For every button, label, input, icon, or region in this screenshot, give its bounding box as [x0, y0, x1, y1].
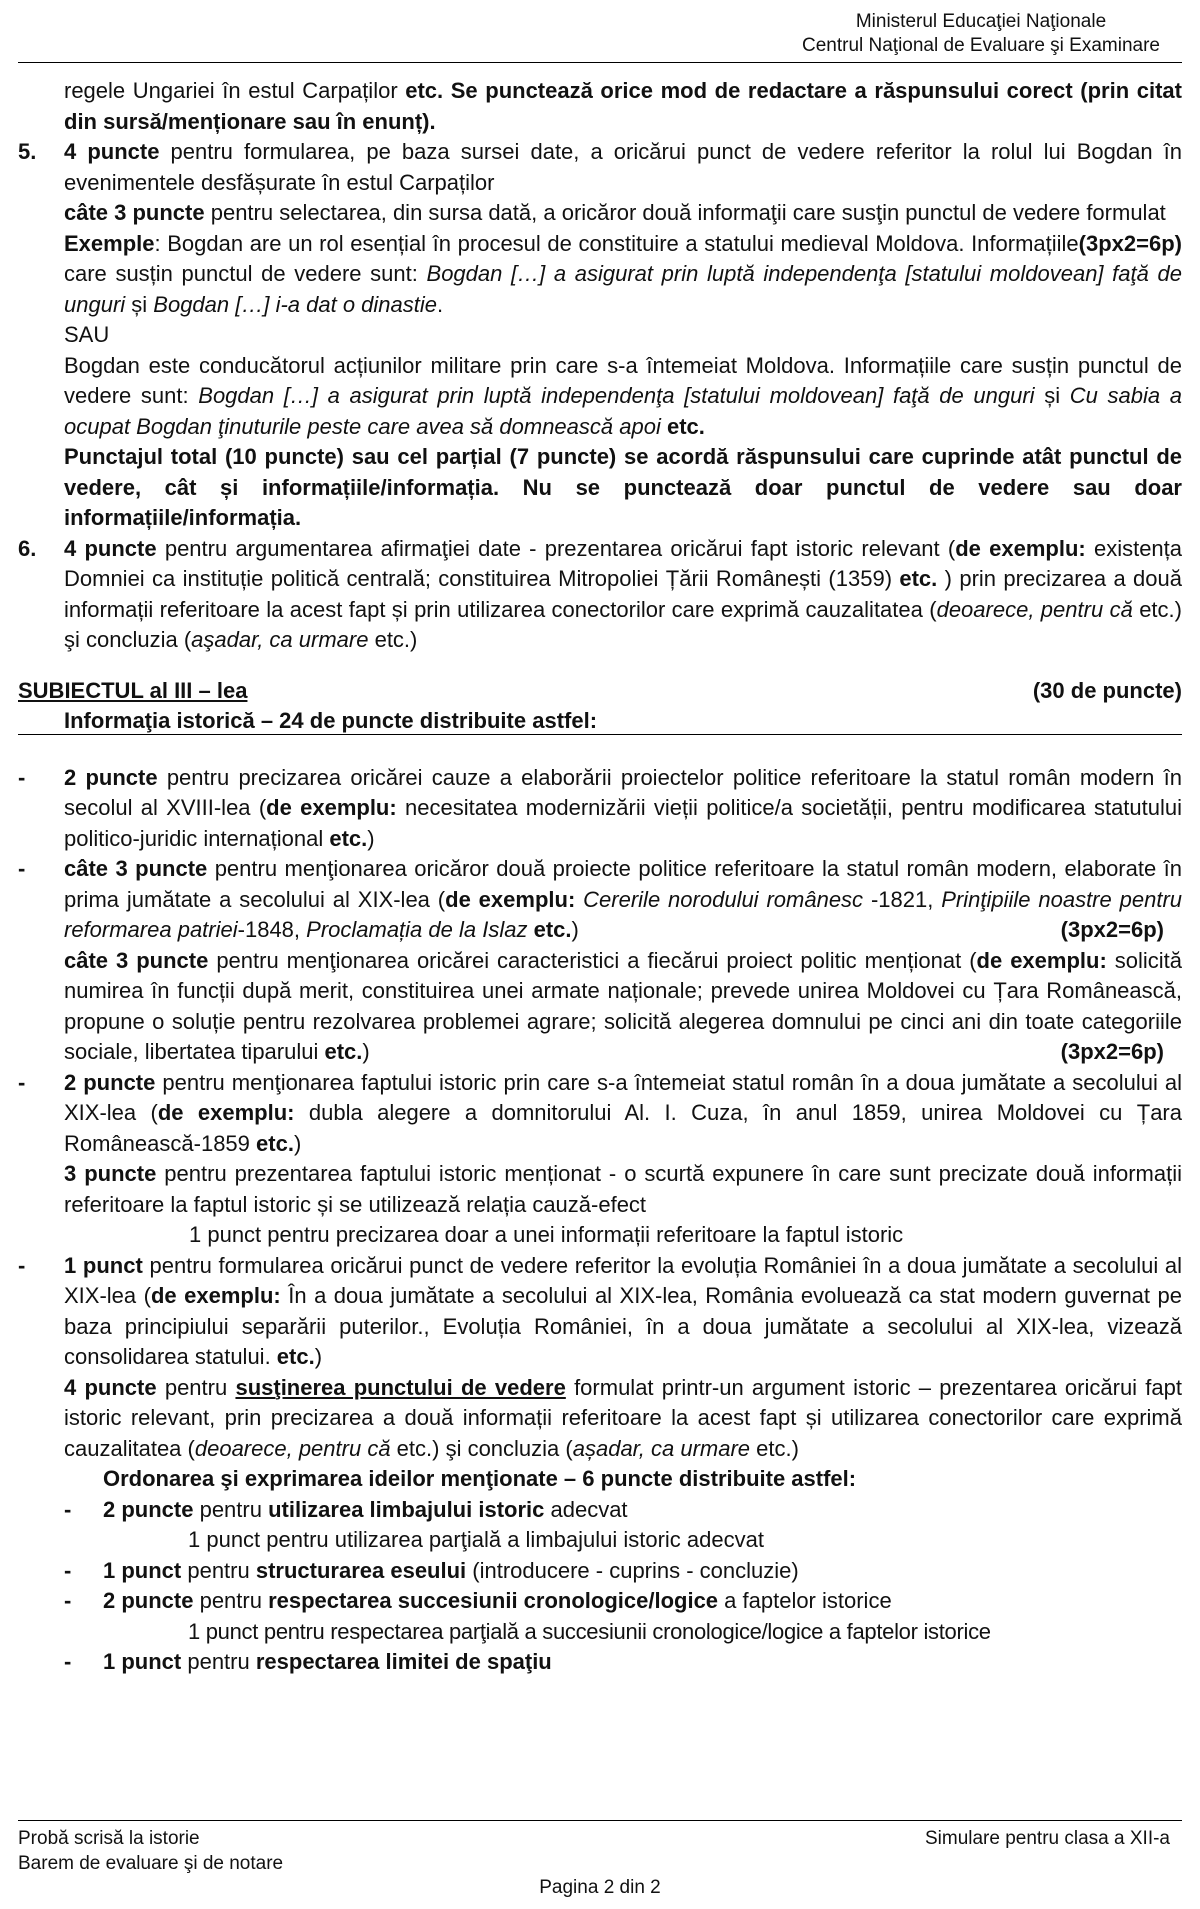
criterion-2-b: câte 3 puncte pentru menţionarea oricărei caracteristici a fiecărui proiect politic menționat (de exemplu: solicită numirea în funcții după merit, constituirea unei armate naționale; prevede unirea Moldovei cu Țara Românească, propune o soluție pentru rezolvarea problemei agrare; solicită alegerea domnului pe cinci ani din toate categoriile sociale, libertatea tiparului etc.) (3px2=6p)	[64, 946, 1182, 1068]
score-formula: (3px2=6p)	[1060, 1039, 1164, 1064]
order-item-3: - 2 puncte pentru respectarea succesiunii cronologice/logice a faptelor istorice 1 punct pentru respectarea parţială a succesiunii cronologice/logice a faptelor istorice	[18, 1586, 1182, 1647]
criterion-2: - câte 3 puncte pentru menţionarea oricăror două proiecte politice referitoare la statul român modern, elaborate în prima jumătate a secolului al XIX-lea (de exemplu: Cererile norodului românesc -1821, Prinţipiile noastre pentru reformarea patriei-1848, Proclamația de la Islaz etc.) (3px2=6p) câte 3 puncte pentru menţionarea oricărei caracteristici a fiecărui proiect politic menționat (de exemplu: solicită numirea în funcții după merit, constituirea unei armate naționale; prevede unirea Moldovei cu Țara Românească, propune o soluție pentru rezolvarea problemei agrare; solicită alegerea domnului pe cinci ani din toate categoriile sociale, libertatea tiparului etc.) (3px2=6p)	[18, 854, 1182, 1068]
footer-rule	[18, 1820, 1182, 1821]
criterion-3: - 2 puncte pentru menţionarea faptului istoric prin care s-a întemeiat statul român în a doua jumătate a secolului al XIX-lea (de exemplu: dubla alegere a domnitorului Al. I. Cuza, în anul 1859, unirea Moldovei cu Țara Românească-1859 etc.) 3 puncte pentru prezentarea faptului istoric menționat - o scurtă expunere în care sunt precizate două informații referitoare la faptul istoric și se utilizează relația cauză-efect 1 punct pentru precizarea doar a unei informații referitoare la faptul istoric	[18, 1068, 1182, 1251]
page-content	[18, 76, 1182, 1678]
order-item-2: - 1 punct pentru structurarea eseului (introducere - cuprins - concluzie)	[64, 1557, 799, 1583]
item-5-example1: Exemple: Bogdan are un rol esențial în procesul de constituire a statului medieval Moldova. Informațiile care susțin punctul de vedere sunt: Bogdan […] a asigurat prin luptă independenţa [statului moldovean] faţă de unguri și Bogdan […] i-a dat o dinastie.	[64, 230, 1182, 317]
info-heading: Informaţia istorică – 24 de puncte distribuite astfel:	[18, 706, 1182, 737]
item-5	[18, 137, 1182, 534]
footer-right: Simulare pentru clasa a XII-a	[924, 1828, 1170, 1849]
partial-score-note: 1 punct pentru respectarea parţială a succesiunii cronologice/logice a faptelor istorice	[188, 1618, 991, 1644]
item-number: 5.	[18, 139, 37, 164]
item-5-example2: Bogdan este conducătorul acțiunilor militare prin care s-a întemeiat Moldova. Informațiile care susțin punctul de vedere sunt: Bogdan […] a asigurat prin luptă independenţa [statului moldovean] faţă de unguri și Cu sabia a ocupat Bogdan ţinuturile peste care avea să domnească apoi etc.	[64, 352, 1183, 439]
footer-left: Probă scrisă la istorie Barem de evaluare şi de notare	[18, 1828, 284, 1874]
partial-score-note: 1 punct pentru utilizarea parţială a limbajului istoric adecvat	[188, 1527, 764, 1552]
order-item-4: - 1 punct pentru respectarea limitei de spaţiu	[64, 1649, 552, 1674]
criterion-1: - 2 puncte pentru precizarea oricărei cauze a elaborării proiectelor politice referitoare la statul român modern în secolul al XVIII-lea (de exemplu: necesitatea modernizării vieții politice/a societății, pentru modificarea statutului politico-juridic internațional etc.)	[18, 764, 1183, 851]
order-item-1: - 2 puncte pentru utilizarea limbajului istoric adecvat 1 punct pentru utilizarea parţială a limbajului istoric adecvat	[18, 1495, 1182, 1556]
page-header	[802, 10, 1160, 58]
header-center: Centrul Naţional de Evaluare şi Examinare	[801, 35, 1160, 56]
item-5-or: SAU	[64, 322, 110, 347]
page-number: Pagina 2 din 2	[539, 1877, 661, 1898]
item-5-line2: câte 3 puncte pentru selectarea, din sursa dată, a oricăror două informaţii care susţin punctul de vedere formulat (3px2=6p)	[64, 198, 1182, 229]
order-heading: Ordonarea şi exprimarea ideilor menţionate – 6 puncte distribuite astfel:	[103, 1466, 857, 1491]
header-ministry: Ministerul Educaţiei Naţionale	[855, 11, 1107, 32]
score-formula: (3px2=6p)	[1060, 917, 1164, 942]
item-5-total-note: Punctajul total (10 puncte) sau cel parțial (7 puncte) se acordă răspunsului care cuprinde atât punctul de vedere, cât și informațiile/informația. Nu se punctează doar punctul de vedere sau doar informațiile/informația.	[64, 444, 1182, 530]
criterion-4: - 1 punct pentru formularea oricărui punct de vedere referitor la evoluția României în a doua jumătate a secolului al XIX-lea (de exemplu: În a doua jumătate a secolului al XIX-lea, România evoluează ca stat modern guvernat pe baza principiului separării puterilor., Evoluția României, în a doua jumătate a secolului al XIX-lea, vizează consolidarea statului. etc.) 4 puncte pentru susţinerea punctului de vedere formulat printr-un argument istoric – prezentarea oricărui fapt istoric relevant, prin precizarea a două informații referitoare la acest fapt și utilizarea conectorilor care exprimă cauzalitatea (deoarece, pentru că etc.) şi concluzia (așadar, ca urmare etc.)	[18, 1252, 1183, 1461]
header-rule	[18, 62, 1182, 63]
item-5-line1: 5. 4 puncte pentru formularea, pe baza sursei date, a oricărui punct de vedere referitor la rolul lui Bogdan în evenimentele desfășurate în estul Carpaților	[18, 139, 1182, 195]
item-number: 6.	[18, 535, 37, 561]
score-formula: (3px2=6p)	[1078, 230, 1182, 256]
item-4-continuation: regele Ungariei în estul Carpaților etc. Se punctează orice mod de redactare a răspunsului corect (prin citat din sursă/menționare sau în enunț).	[64, 78, 1182, 134]
partial-score-note: 1 punct pentru precizarea doar a unei informații referitoare la faptul istoric	[189, 1222, 904, 1247]
item-6: 6. 4 puncte pentru argumentarea afirmaţiei date - prezentarea oricărui fapt istoric relevant (de exemplu: existența Domniei ca instituție politică centrală; constituirea Mitropoliei Țării Românești (1359) etc. ) prin precizarea a două informații referitoare la acest fapt și prin utilizarea conectorilor care exprimă cauzalitatea (deoarece, pentru că etc.) şi concluzia (aşadar, ca urmare etc.)	[18, 535, 1183, 652]
section-3-points: (30 de puncte)	[1032, 677, 1182, 703]
section-3-title: SUBIECTUL al III – lea (30 de puncte)	[18, 676, 1182, 707]
